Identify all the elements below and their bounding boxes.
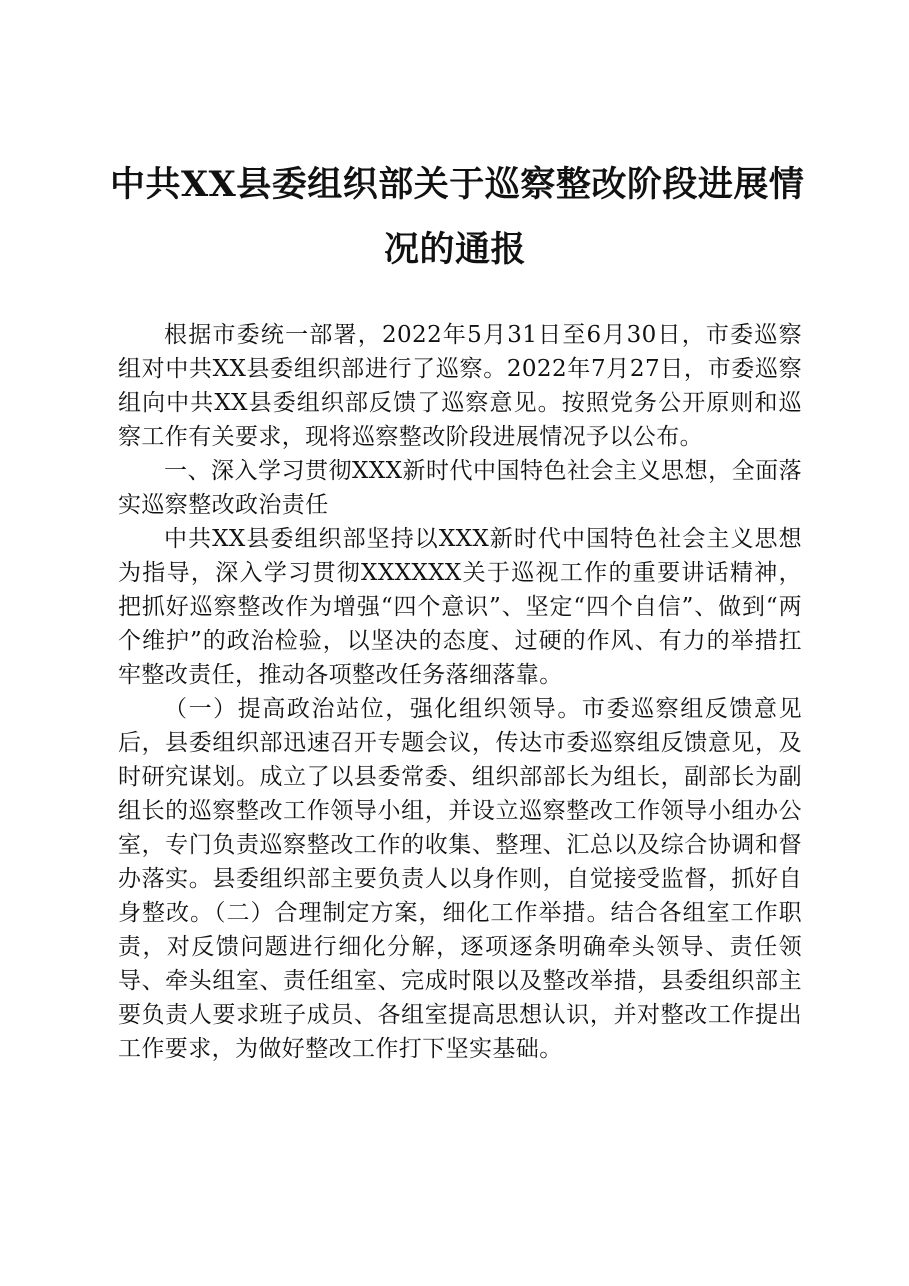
document-title-line-1: 中共XX县委组织部关于巡察整改阶段进展情 (110, 164, 805, 205)
section-heading-1: 一、深入学习贯彻XXX新时代中国特色社会主义思想，全面落实巡察整改政治责任 (118, 458, 802, 518)
document-title-line-2: 况的通报 (383, 229, 526, 270)
paragraph-subsection-1: （一）提高政治站位，强化组织领导。市委巡察组反馈意见后，县委组织部迅速召开专题会议，传达市委巡察组反馈意见，及时研究谋划。成立了以县委常委、组织部部长为组长，副部长为副组长的巡察整改工作领导小组，并设立巡察整改工作领导小组办公室，专门负责巡察整改工作的收集、整理、汇总以及综合协调和督办落实。县委组织部主要负责人以身作则，自觉接受监督，抓好自身整改。（二）合理制定方案，细化工作举措。结合各组室工作职责，对反馈问题进行细化分解，逐项逐条明确牵头领导、责任领导、牵头组室、责任组室、完成时限以及整改举措，县委组织部主要负责人要求班子成员、各组室提高思想认识，并对整改工作提出工作要求，为做好整改工作打下坚实基础。 (118, 696, 802, 1062)
document-body (118, 318, 802, 1066)
paragraph-intro: 根据市委统一部署，2022年5月31日至6月30日，市委巡察组对中共XX县委组织部进行了巡察。2022年7月27日，市委巡察组向中共XX县委组织部反馈了巡察意见。按照党务公开原则和巡察工作有关要求，现将巡察整改阶段进展情况予以公布。 (118, 322, 802, 450)
paragraph-section-1: 中共XX县委组织部坚持以XXX新时代中国特色社会主义思想为指导，深入学习贯彻XXXXXX关于巡视工作的重要讲话精神，把抓好巡察整改作为增强“四个意识”、坚定“四个自信”、做到“两个维护”的政治检验，以坚决的态度、过硬的作风、有力的举措扛牢整改责任，推动各项整改任务落细落靠。 (118, 526, 802, 688)
